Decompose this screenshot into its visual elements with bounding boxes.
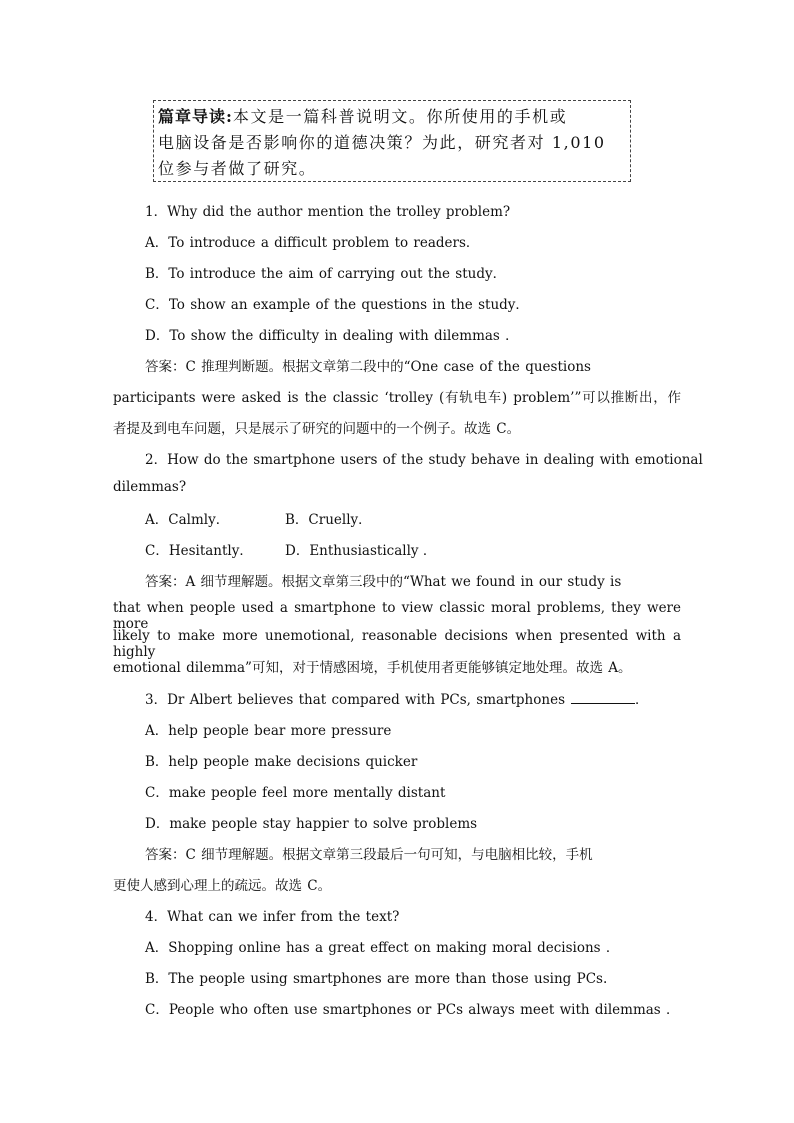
question-2-stem-line-1: 2．How do the smartphone users of the study behave in dealing with emotional [145, 452, 703, 468]
question-3-answer-line-2: 更使人感到心理上的疏远。故选 C。 [113, 878, 332, 894]
question-1-answer-line-1: 答案：C 推理判断题。根据文章第二段中的“One case of the questions [145, 359, 591, 375]
question-2-option-b: B．Cruelly． [285, 512, 372, 528]
question-1-option-d: D．To show the difficulty in dealing with dilemmas ． [145, 328, 519, 344]
question-2-answer-line-1: 答案：A 细节理解题。根据文章第三段中的“What we found in our study is [145, 574, 622, 590]
question-3-stem: 3．Dr Albert believes that compared with PCs, smartphones ． [145, 692, 649, 708]
question-4-option-b: B．The people using smartphones are more than those using PCs. [145, 971, 608, 987]
question-4-stem: 4．What can we infer from the text? [145, 909, 400, 925]
chapter-guide-line-1: 篇章导读:本文是一篇科普说明文。你所使用的手机或 [158, 107, 568, 126]
question-1-answer-line-3: 者提及到电车问题，只是展示了研究的问题中的一个例子。故选 C。 [113, 421, 521, 437]
chapter-guide-label: 篇章导读: [158, 107, 233, 126]
question-1-option-c: C．To show an example of the questions in the study． [145, 297, 529, 313]
question-2-answer-line-4: emotional dilemma”可知，对于情感困境，手机使用者更能够镇定地处理。故选 A。 [113, 660, 632, 676]
chapter-guide-line-2: 电脑设备是否影响你的道德决策？为此，研究者对 1,010 [158, 133, 606, 152]
chapter-guide-line-3: 位参与者做了研究。 [158, 159, 317, 178]
question-1-option-a: A．To introduce a difficult problem to readers． [145, 235, 480, 251]
question-2-answer-line-3: likely to make more unemotional, reasonable decisions when presented with a highly [113, 628, 681, 660]
question-3-option-d: D．make people stay happier to solve problems [145, 816, 478, 832]
question-2-option-c: C．Hesitantly． [145, 543, 253, 559]
question-4-option-a: A．Shopping online has a great effect on making moral decisions ． [145, 940, 620, 956]
question-3-option-c: C．make people feel more mentally distant [145, 785, 446, 801]
answer-blank [571, 691, 635, 704]
chapter-guide-box [153, 100, 631, 182]
question-2-answer-line-2: that when people used a smartphone to view classic moral problems, they were more [113, 600, 681, 632]
question-3-option-a: A．help people bear more pressure [145, 723, 392, 739]
question-2-stem-line-2: dilemmas? [113, 479, 187, 495]
question-4-option-c: C．People who often use smartphones or PCs always meet with dilemmas ． [145, 1002, 680, 1018]
question-1-answer-line-2: participants were asked is the classic ‘trolley (有轨电车) problem’”可以推断出，作 [113, 390, 681, 406]
question-2-option-a: A．Calmly． [145, 512, 230, 528]
question-2-option-d: D．Enthusiastically ． [285, 543, 437, 559]
question-1-stem: 1．Why did the author mention the trolley problem? [145, 204, 511, 220]
question-3-answer-line-1: 答案：C 细节理解题。根据文章第三段最后一句可知，与电脑相比较，手机 [145, 847, 593, 863]
question-1-option-b: B．To introduce the aim of carrying out the study． [145, 266, 507, 282]
question-3-option-b: B．help people make decisions quicker [145, 754, 418, 770]
